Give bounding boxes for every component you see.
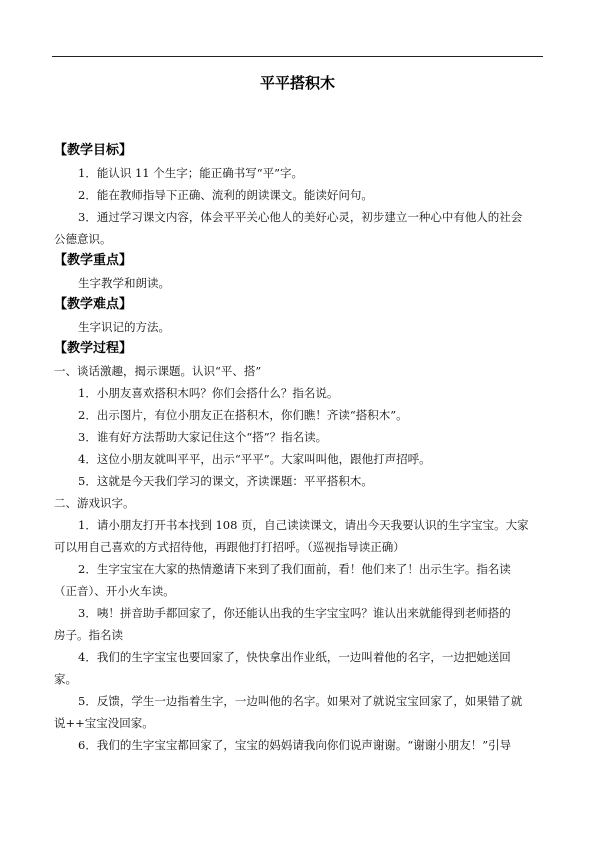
list-item: 4．这位小朋友就叫平平，出示“平平”。大家叫叫他，跟他打声招呼。 xyxy=(78,452,431,466)
list-item: 3．谁有好方法帮助大家记住这个“搭”？指名读。 xyxy=(78,430,328,444)
list-item: 6．我们的生字宝宝都回家了，宝宝的妈妈请我向你们说声谢谢。“谢谢小朋友！”引导 xyxy=(78,738,512,752)
list-item: 1．请小朋友打开书本找到 108 页，自己读读课文，请出今天我要认识的生字宝宝。大家 xyxy=(78,518,529,532)
list-item: 5．反馈，学生一边指着生字，一边叫他的名字。如果对了就说宝宝回家了，如果错了就 xyxy=(78,694,523,708)
list-item: 1．小朋友喜欢搭积木吗？你们会搭什么？指名说。 xyxy=(78,386,339,400)
paragraph-line: 生字识记的方法。 xyxy=(78,320,170,334)
section-heading: 【教学重点】 xyxy=(54,253,133,268)
header-rule xyxy=(52,56,543,57)
paragraph-line: （正音）、开小火车读。 xyxy=(54,584,175,598)
section-heading: 【教学过程】 xyxy=(54,341,133,356)
paragraph-line: 可以用自己喜欢的方式招待他，再跟他打打招呼。（巡视指导读正确） xyxy=(54,540,405,554)
list-item: 1．能认识 11 个生字；能正确书写“平”字。 xyxy=(78,166,304,180)
paragraph-line: 房子。指名读 xyxy=(54,628,123,642)
section-heading: 【教学难点】 xyxy=(54,297,133,312)
step-heading: 二、游戏识字。 xyxy=(54,496,135,510)
paragraph-line: 公德意识。 xyxy=(54,232,112,246)
list-item: 2．能在教师指导下正确、流利的朗读课文。能读好问句。 xyxy=(78,188,373,202)
paragraph-line: 家。 xyxy=(54,672,77,686)
paragraph-line: 说++宝宝没回家。 xyxy=(54,716,154,730)
list-item: 5．这就是今天我们学习的课文，齐读课题：平平搭积木。 xyxy=(78,474,373,488)
list-item: 3．咦！拼音助手都回家了，你还能认出我的生字宝宝吗？谁认出来就能得到老师搭的 xyxy=(78,606,511,620)
document-title: 平平搭积木 xyxy=(259,74,335,92)
list-item: 2．生字宝宝在大家的热情邀请下来到了我们面前，看！他们来了！出示生字。指名读 xyxy=(78,562,511,576)
list-item: 2．出示图片，有位小朋友正在搭积木，你们瞧！齐读“搭积木”。 xyxy=(78,408,408,422)
list-item: 4．我们的生字宝宝也要回家了，快快拿出作业纸，一边叫着他的名字，一边把她送回 xyxy=(78,650,511,664)
step-heading: 一、谈话激趣，揭示课题。认识“平、搭” xyxy=(54,364,262,378)
list-item: 3．通过学习课文内容，体会平平关心他人的美好心灵，初步建立一种心中有他人的社会 xyxy=(78,210,523,224)
section-heading: 【教学目标】 xyxy=(54,143,133,158)
paragraph-line: 生字教学和朗读。 xyxy=(78,276,170,290)
